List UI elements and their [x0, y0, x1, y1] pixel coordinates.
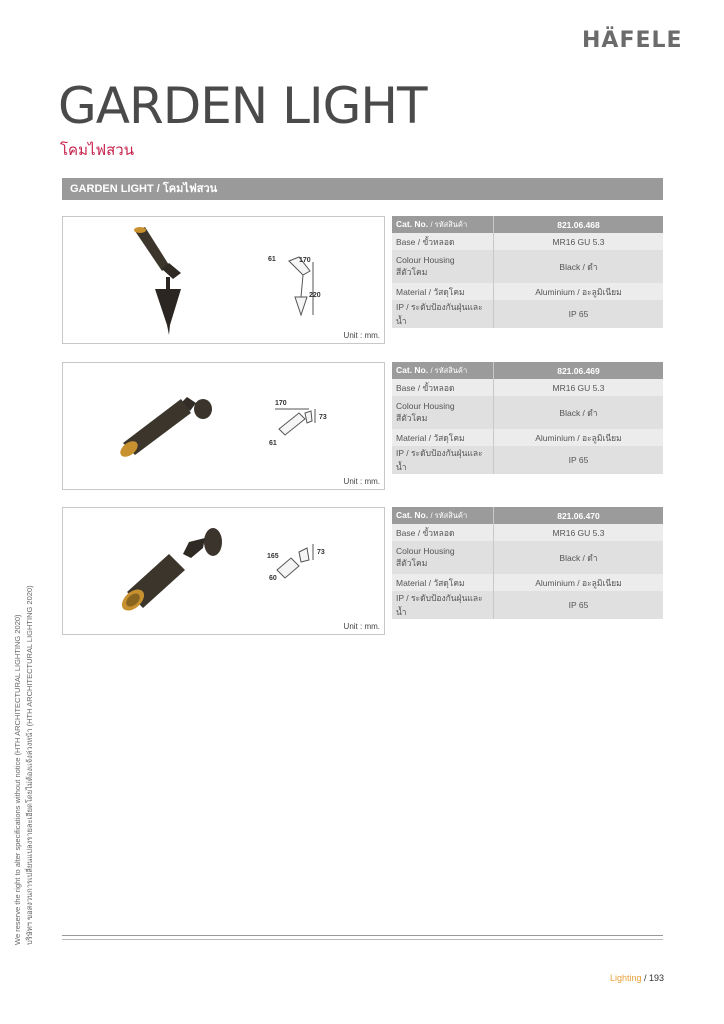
spec-table-1: [392, 216, 663, 328]
colour-label: Colour Housing: [396, 545, 455, 556]
colour-value: Black / ดำ: [494, 541, 664, 574]
material-label: Material / วัสดุโคม: [392, 283, 494, 300]
material-value: Aluminium / อะลูมิเนียม: [494, 574, 664, 591]
cat-no-label-th: / รหัสสินค้า: [430, 219, 468, 229]
material-value: Aluminium / อะลูมิเนียม: [494, 429, 664, 446]
ip-label: IP / ระดับป้องกันฝุ่นและน้ำ: [392, 300, 494, 328]
dim-label: 165: [267, 553, 279, 560]
spec-table-2: [392, 362, 663, 474]
cat-no-label: Cat. No.: [396, 364, 429, 375]
dim-label: 220: [309, 292, 321, 299]
colour-value: Black / ดำ: [494, 250, 664, 283]
unit-label: Unit : mm.: [343, 622, 380, 631]
unit-label: Unit : mm.: [343, 331, 380, 340]
cat-no-label: Cat. No.: [396, 509, 429, 520]
colour-label: Colour Housing: [396, 254, 455, 265]
product-image-box-2: [62, 362, 385, 490]
dim-label: 61: [268, 256, 276, 263]
page-number: / 193: [644, 973, 665, 983]
ip-value: IP 65: [494, 446, 664, 474]
material-label: Material / วัสดุโคม: [392, 429, 494, 446]
base-label: Base / ขั้วหลอด: [392, 233, 494, 250]
section-name: Lighting: [610, 973, 642, 983]
cat-no-value: 821.06.470: [494, 507, 664, 524]
base-label: Base / ขั้วหลอด: [392, 524, 494, 541]
colour-label: Colour Housing: [396, 400, 455, 411]
side-disclaimer: [12, 585, 36, 945]
footer-divider: [62, 939, 663, 940]
colour-value: Black / ดำ: [494, 396, 664, 429]
cat-no-value: 821.06.468: [494, 216, 664, 233]
base-value: MR16 GU 5.3: [494, 233, 664, 250]
section-header: GARDEN LIGHT / โคมไฟสวน: [62, 178, 663, 200]
material-value: Aluminium / อะลูมิเนียม: [494, 283, 664, 300]
dim-label: 73: [319, 414, 327, 421]
cat-no-label-th: / รหัสสินค้า: [430, 365, 468, 375]
ip-value: IP 65: [494, 300, 664, 328]
spike-light-illustration: [63, 217, 384, 343]
dim-label: 60: [269, 575, 277, 582]
base-label: Base / ขั้วหลอด: [392, 379, 494, 396]
base-value: MR16 GU 5.3: [494, 524, 664, 541]
page-subtitle: โคมไฟสวน: [60, 141, 134, 159]
brand-logo: HÄFELE: [582, 28, 683, 53]
base-value: MR16 GU 5.3: [494, 379, 664, 396]
dim-label: 170: [275, 400, 287, 407]
cat-no-label-th: / รหัสสินค้า: [430, 510, 468, 520]
cat-no-value: 821.06.469: [494, 362, 664, 379]
disclaimer-en: We reserve the right to alter specifications without notice (HTH ARCHITECTURAL LIGHTING 2020): [13, 614, 22, 945]
ip-label: IP / ระดับป้องกันฝุ่นและน้ำ: [392, 591, 494, 619]
dim-label: 61: [269, 440, 277, 447]
material-label: Material / วัสดุโคม: [392, 574, 494, 591]
cat-no-label: Cat. No.: [396, 218, 429, 229]
page-title: GARDEN LIGHT: [58, 77, 427, 135]
colour-label-th: สีตัวโคม: [396, 266, 428, 277]
dim-label: 170: [299, 257, 311, 264]
product-image-box-3: [62, 507, 385, 635]
wall-spot-illustration-1: [63, 363, 384, 489]
ip-label: IP / ระดับป้องกันฝุ่นและน้ำ: [392, 446, 494, 474]
dim-label: 73: [317, 549, 325, 556]
colour-label-th: สีตัวโคม: [396, 412, 428, 423]
disclaimer-th: บริษัทฯ ขอสงวนการเปลี่ยนแปลงรายละเอียดโดยไม่ต้องแจ้งล่วงหน้า (HTH ARCHITECTURAL LIGHTING 2020): [25, 585, 34, 945]
product-image-box-1: [62, 216, 385, 344]
ip-value: IP 65: [494, 591, 664, 619]
footer-divider: [62, 935, 663, 936]
colour-label-th: สีตัวโคม: [396, 557, 428, 568]
page-reference: [610, 973, 664, 983]
unit-label: Unit : mm.: [343, 477, 380, 486]
wall-spot-illustration-2: [63, 508, 384, 634]
spec-table-3: [392, 507, 663, 619]
